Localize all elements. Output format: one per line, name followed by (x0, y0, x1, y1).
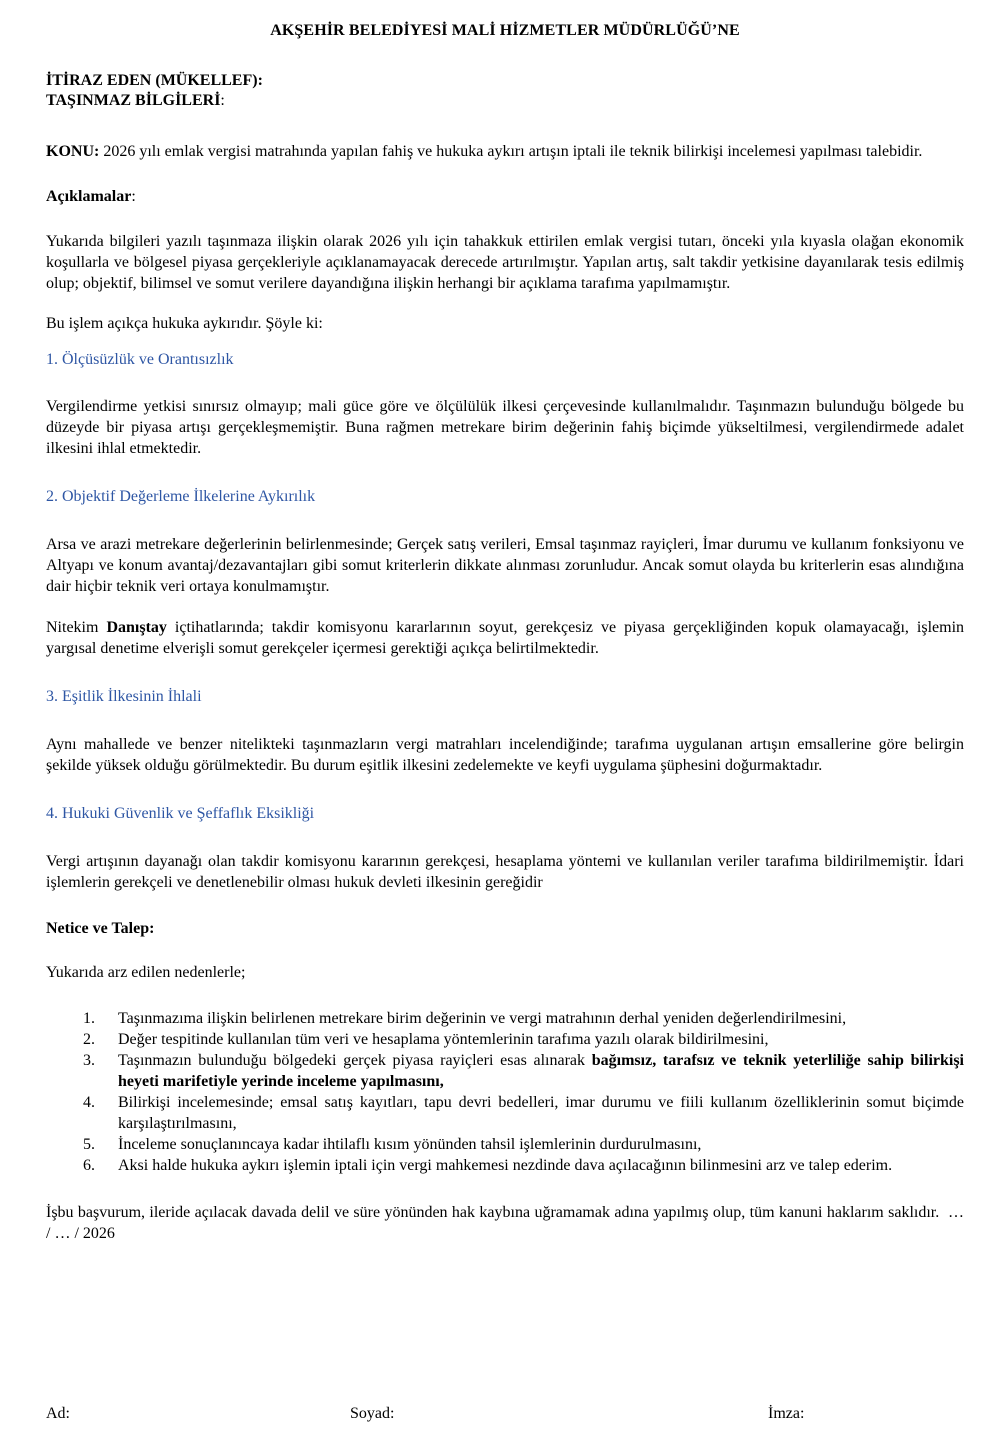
list-item-text: Değer tespitinde kullanılan tüm veri ve hesaplama yöntemlerinin tarafıma yazılı olarak bildirilmesini, (118, 1031, 769, 1048)
document-title: AKŞEHİR BELEDİYESİ MALİ HİZMETLER MÜDÜRLÜĞÜ’NE (270, 22, 740, 39)
section-4-text: Vergi artışının dayanağı olan takdir komisyonu kararının gerekçesi, hesaplama yöntemi ve kullanılan veriler tarafıma bildirilmemiştir. İdari işlemlerin gerekçeli ve denetlenebilir olması hukuk devleti ilkesinin gereğidir (46, 853, 964, 891)
explanations-heading (46, 188, 964, 206)
list-item-number: 1. (83, 1010, 95, 1027)
list-item (46, 1092, 964, 1134)
conclusion-intro: Yukarıda arz edilen nedenlerle; (46, 964, 246, 981)
subject-text: 2026 yılı emlak vergisi matrahında yapılan fahiş ve hukuka aykırı artışın iptali ile teknik bilirkişi incelemesi yapılması talebidir. (99, 143, 923, 160)
list-item-text: Bilirkişi incelemesinde; emsal satış kayıtları, tapu devri bedelleri, imar durumu ve fiili kullanım özelliklerinin somut biçimde karşılaştırılmasını, (118, 1094, 964, 1132)
surname-field-label: Soyad: (350, 1405, 395, 1422)
section-2-heading: 2. Objektif Değerleme İlkelerine Aykırılık (46, 488, 316, 505)
list-item-text-pre: Taşınmazın bulunduğu bölgedeki gerçek piyasa rayiçleri esas alınarak (118, 1052, 592, 1069)
danistay-bold: Danıştay (106, 619, 167, 636)
section-2-text: Arsa ve arazi metrekare değerlerinin belirlenmesinde; Gerçek satış verileri, Emsal taşınmaz rayiçleri, İmar durumu ve kullanım fonksiyonu ve Altyapı ve konum avantaj/dezavantajları gibi somut kriterlerin dikkate alınması zorunludur. Ancak somut olayda bu kriterlerin esas alındığına dair hiçbir teknik veri ortaya konulmamıştır. (46, 536, 964, 595)
explanations-label: Açıklamalar (46, 188, 132, 205)
property-info-line (46, 91, 964, 111)
list-item-number: 2. (83, 1031, 95, 1048)
list-item-number: 6. (83, 1157, 95, 1174)
list-item-text: İnceleme sonuçlanıncaya kadar ihtilaflı kısım yönünden tahsil işlemlerinin durdurulmasını, (118, 1136, 702, 1153)
section-4-heading: 4. Hukuki Güvenlik ve Şeffaflık Eksikliği (46, 805, 315, 822)
list-item-number: 4. (83, 1094, 95, 1111)
section-3-text: Aynı mahallede ve benzer nitelikteki taşınmazların vergi matrahları incelendiğinde; tarafıma uygulanan artışın emsallerine göre belirgin şekilde yüksek olduğu görülmektedir. Bu durum eşitlik ilkesini zedelemekte ve keyfi uygulama şüphesini doğurmaktadır. (46, 736, 964, 774)
objector-label: İTİRAZ EDEN (MÜKELLEF): (46, 72, 263, 89)
name-field-label: Ad: (46, 1405, 70, 1422)
danistay-post: içtihatlarında; takdir komisyonu kararlarının soyut, gerekçesiz ve piyasa gerçekliğinden kopuk olamayacağı, işlemin yargısal denetime elverişli somut gerekçeler içermesi gerektiği açıkça belirtilmektedir. (46, 619, 965, 657)
list-item (46, 1008, 964, 1029)
section-3-heading: 3. Eşitlik İlkesinin İhlali (46, 688, 202, 705)
explanations-colon: : (131, 188, 136, 205)
closing-paragraph: İşbu başvurum, ileride açılacak davada delil ve süre yönünden hak kaybına uğramamak adına yapılmış olup, tüm kanuni haklarım saklıdır. … / … / 2026 (46, 1204, 968, 1242)
list-item (46, 1155, 964, 1176)
list-item (46, 1050, 964, 1092)
list-item-text: Aksi halde hukuka aykırı işlemin iptali için vergi mahkemesi nezdinde dava açılacağının bilinmesini arz ve talep ederim. (118, 1157, 893, 1174)
signature-row (46, 1405, 964, 1427)
property-info-colon: : (220, 92, 225, 109)
signature-field-label: İmza: (768, 1405, 805, 1422)
subject-paragraph (46, 141, 964, 162)
section-2-danistay-paragraph (46, 617, 964, 659)
property-info-label: TAŞINMAZ BİLGİLERİ (46, 92, 221, 109)
list-item-number: 3. (83, 1052, 95, 1069)
list-item-text-bold: bağımsız, tarafsız ve teknik yeterliliğe sahip bilirkişi heyeti marifetiyle yerinde inceleme yapılmasını, (118, 1052, 965, 1090)
applicant-header (46, 71, 964, 111)
unlawful-statement: Bu işlem açıkça hukuka aykırıdır. Şöyle ki: (46, 315, 323, 332)
conclusion-heading: Netice ve Talep: (46, 920, 155, 937)
danistay-pre: Nitekim (46, 619, 107, 636)
subject-label: KONU: (46, 143, 100, 160)
list-item (46, 1134, 964, 1155)
list-item-text (118, 1050, 964, 1092)
list-item (46, 1029, 964, 1050)
intro-paragraph: Yukarıda bilgileri yazılı taşınmaza ilişkin olarak 2026 yılı için tahakkuk ettirilen emlak vergisi tutarı, önceki yıla kıyasla olağan ekonomik koşullarla ve bölgesel piyasa gerçekleriyle açıklanamayacak derecede artırılmıştır. Yapılan artış, salt takdir yetkisine dayanılarak tesis edilmiş olup; objektif, bilimsel ve somut verilere dayandığına ilişkin herhangi bir açıklama tarafıma yapılmamıştır. (46, 233, 964, 292)
list-item-number: 5. (83, 1136, 95, 1153)
section-1-text: Vergilendirme yetkisi sınırsız olmayıp; mali güce göre ve ölçülülük ilkesi çerçevesinde kullanılmalıdır. Taşınmazın bulunduğu bölgede bu düzeyde bir piyasa artışı gerçekleşmemiştir. Buna rağmen metrekare birim değerinin fahiş biçimde yükseltilmesi, vergilendirmede adalet ilkesini ihlal etmektedir. (46, 398, 964, 457)
section-1-heading: 1. Ölçüsüzlük ve Orantısızlık (46, 351, 234, 368)
list-item-text: Taşınmazıma ilişkin belirlenen metrekare birim değerinin ve vergi matrahının derhal yeniden değerlendirilmesini, (118, 1010, 847, 1027)
request-list (46, 1008, 964, 1176)
